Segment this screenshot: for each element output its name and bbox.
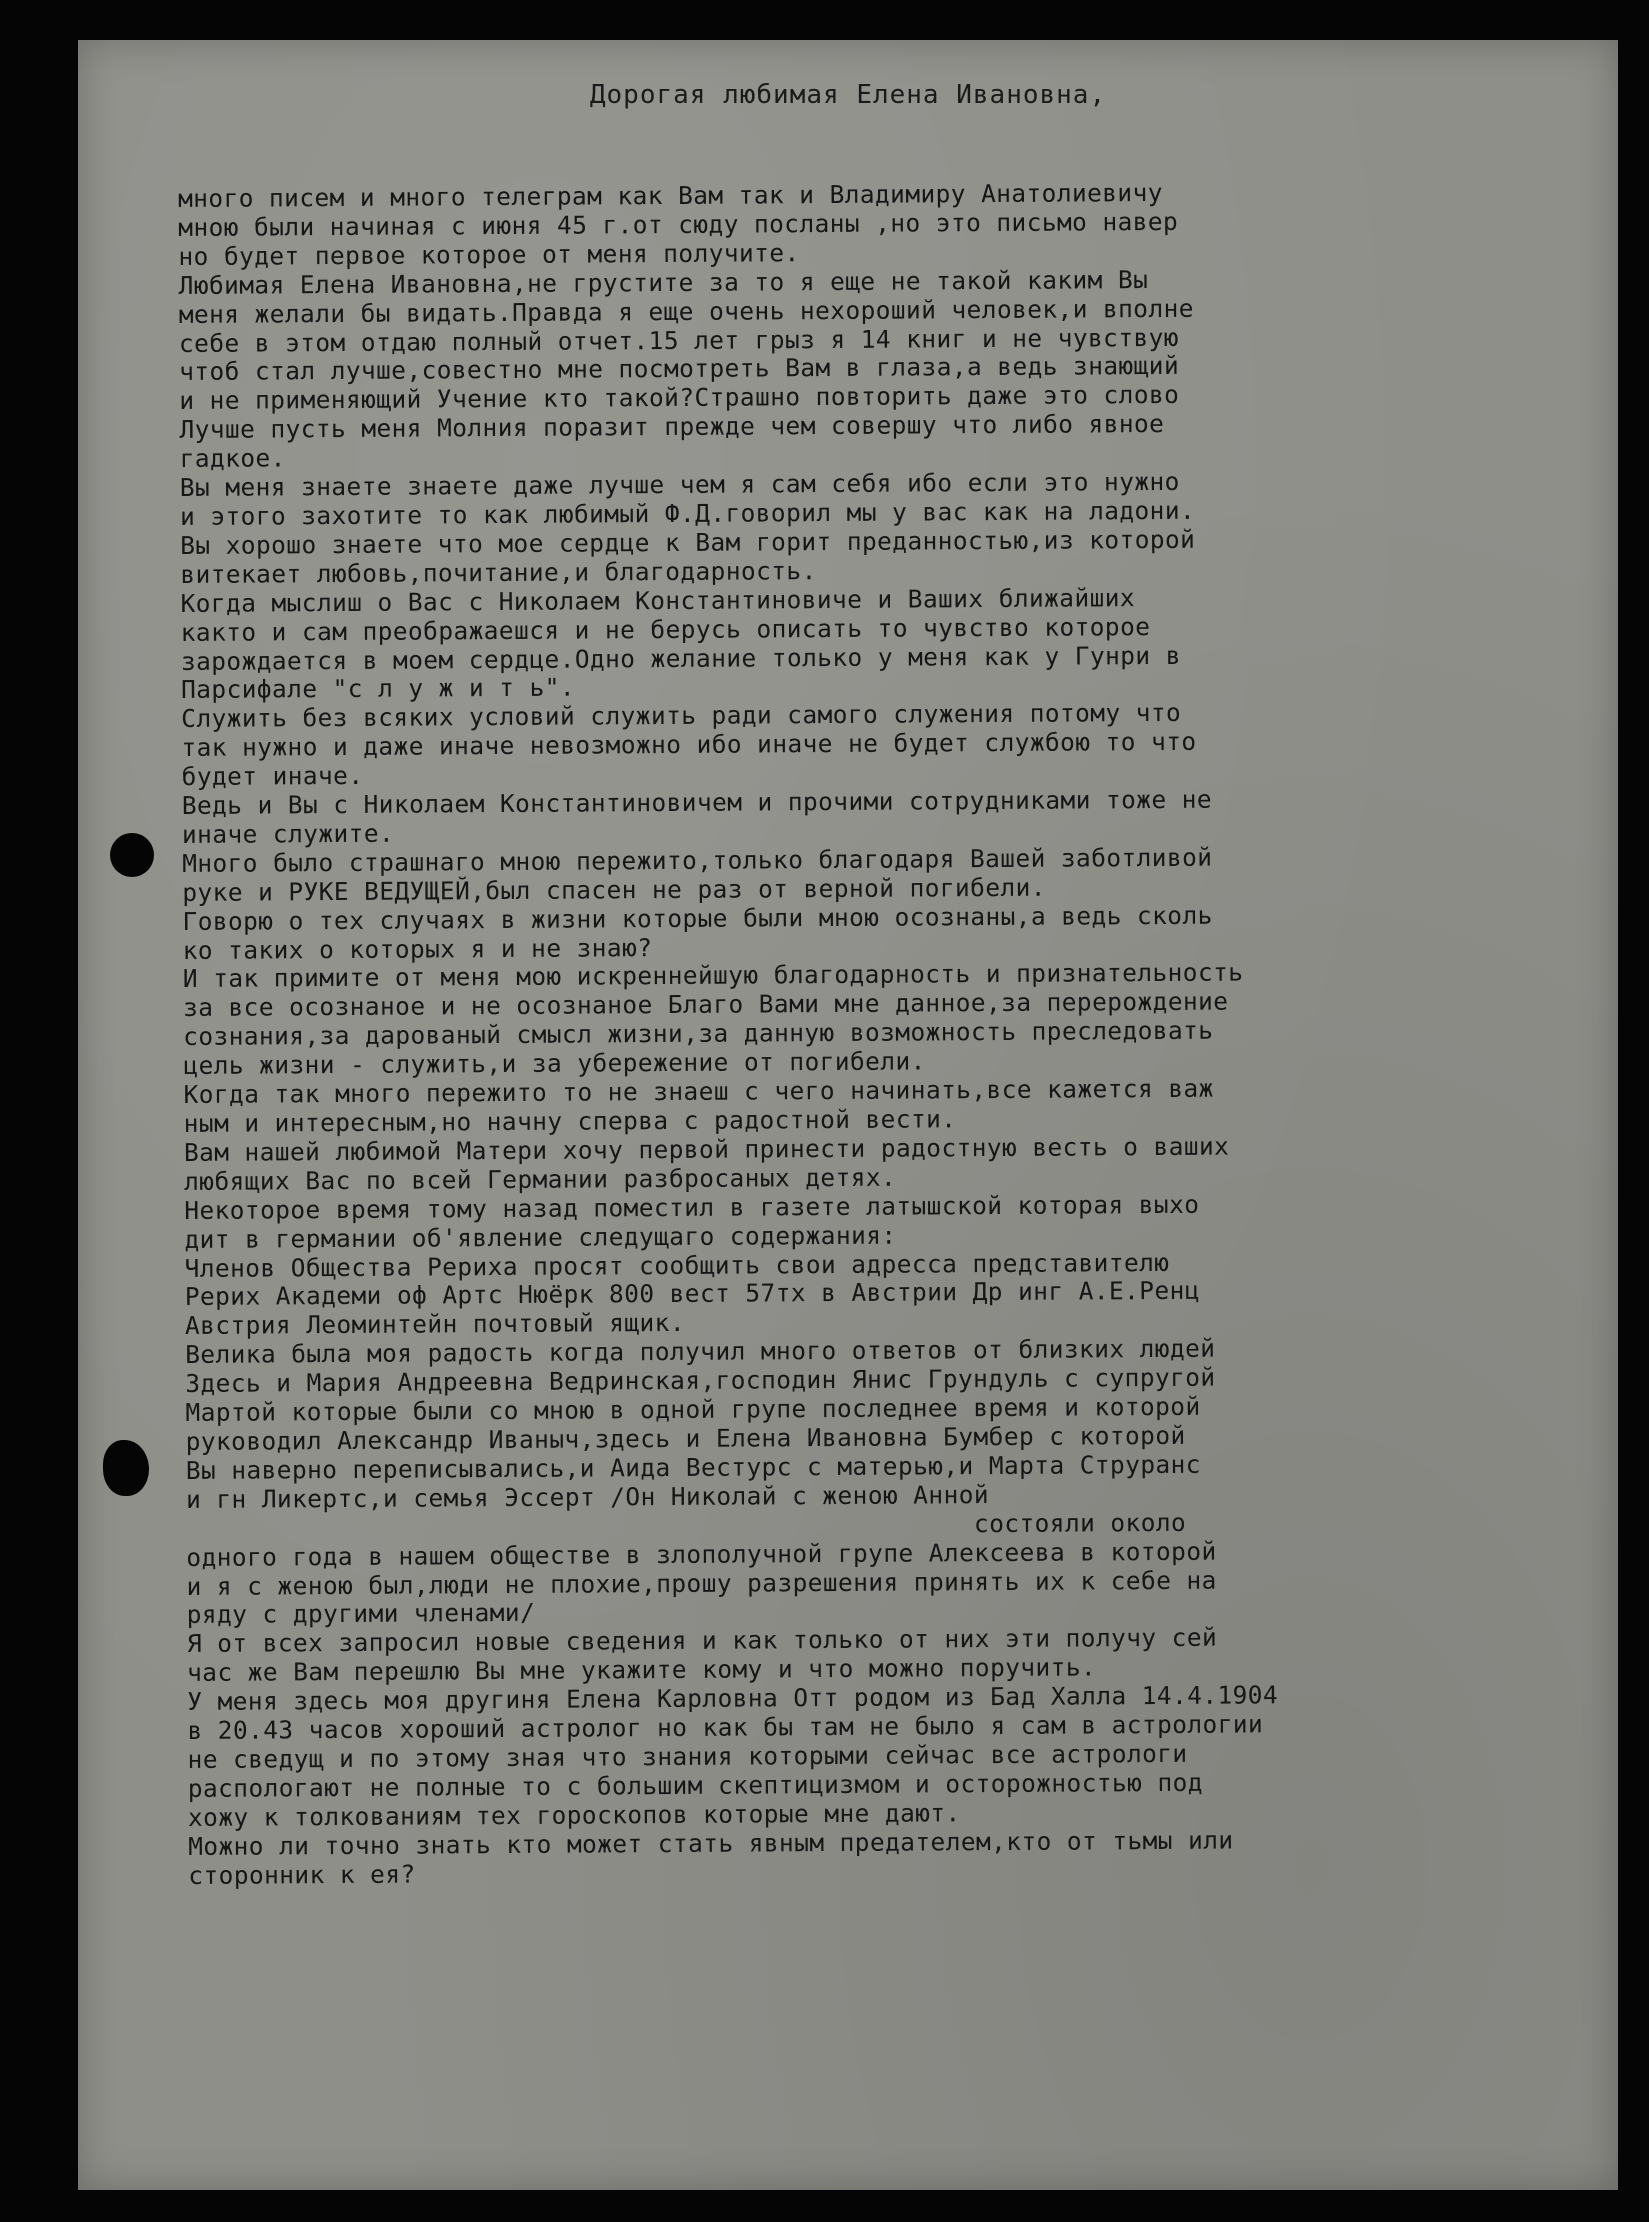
letter-line: дит в германии об'явление следущаго содержания: bbox=[184, 1220, 897, 1254]
letter-line: мною были начиная с июня 45 г.от сюду посланы ,но это письмо навер bbox=[178, 206, 1179, 242]
letter-line: руководил Александр Иваныч,здесь и Елена Ивановна Бумбер с которой bbox=[185, 1420, 1186, 1456]
letter-salutation: Дорогая любимая Елена Ивановна, bbox=[589, 80, 1107, 110]
letter-line: Вы меня знаете знаете даже лучше чем я сам себя ибо если это нужно bbox=[179, 466, 1180, 503]
letter-line: сторонник к ея? bbox=[188, 1859, 416, 1890]
punch-hole bbox=[110, 833, 154, 877]
letter-line: ко таких о которых я и не знаю? bbox=[182, 932, 653, 965]
letter-line: Говорю о тех случаях в жизни которые были мною осознаны,а ведь сколь bbox=[182, 900, 1213, 936]
letter-line: состояли около bbox=[186, 1507, 1187, 1543]
letter-line: так нужно и даже иначе невозможно ибо иначе не будет службою то что bbox=[181, 727, 1197, 763]
letter-line: Вам нашей любимой Матери хочу первой принести радостную весть о ваших bbox=[183, 1131, 1230, 1167]
letter-line: себе в этом отдаю полный отчет.15 лет грыз я 14 книг и не чувствую bbox=[178, 322, 1179, 358]
letter-line: одного года в нашем обществе в злополучной групе Алексеева в которой bbox=[186, 1536, 1217, 1572]
letter-line: и я с женою был,люди не плохие,прошу разрешения принять их к себе на bbox=[186, 1565, 1217, 1601]
letter-line: чтоб стал лучше,совестно мне посмотреть Вам в глаза,а ведь знающий bbox=[179, 351, 1180, 387]
letter-line: ным и интересным,но начну сперва с радостной вести. bbox=[183, 1104, 957, 1138]
letter-line: Парсифале "с л у ж и т ь". bbox=[180, 672, 576, 705]
letter-line: Некоторое время тому назад поместил в газете латышской которая выхо bbox=[184, 1189, 1200, 1225]
letter-line: в 20.43 часов хороший астролог но как бы там не было я сам в астрологии bbox=[187, 1709, 1264, 1746]
letter-line: Можно ли точно знать кто может стать явным предателем,кто от тьмы или bbox=[188, 1825, 1234, 1861]
letter-line: любящих Вас по всей Германии разбросаных детях. bbox=[183, 1162, 897, 1196]
letter-line: цель жизни - служить,и за убережение от погибели. bbox=[183, 1046, 926, 1081]
letter-line: меня желали бы видать.Правда я еще очень нехороший человек,и вполне bbox=[178, 293, 1194, 329]
letter-line: У меня здесь моя другиня Елена Карловна Отт родом из Бад Халла 14.4.1904 bbox=[187, 1680, 1279, 1717]
letter-page bbox=[78, 40, 1618, 2190]
letter-line: Когда так много пережито то не знаеш с чего начинать,все кажется важ bbox=[183, 1073, 1214, 1110]
letter-line: Членов Общества Рериха просят сообщить свои адресса представителю bbox=[184, 1247, 1170, 1283]
letter-line: распологают не полные то с большим скептицизмом и осторожностью под bbox=[187, 1767, 1203, 1803]
letter-line: Вы хорошо знаете что мое сердце к Вам горит преданностью,из которой bbox=[180, 524, 1196, 560]
letter-line: и гн Ликертс,и семья Эссерт /Он Николай с женою Анной bbox=[185, 1479, 990, 1514]
punch-hole bbox=[103, 1440, 149, 1496]
letter-line: Лучше пусть меня Молния поразит прежде чем совершу что либо явное bbox=[179, 409, 1165, 445]
letter-line: Австрия Леоминтейн почтовый ящик. bbox=[184, 1308, 686, 1341]
letter-line: Любимая Елена Ивановна,не грустите за то я еще не такой каким Вы bbox=[178, 264, 1149, 300]
letter-line: час же Вам перешлю Вы мне укажите кому и что можно поручить. bbox=[186, 1652, 1097, 1688]
letter-line: не сведущ и по этому зная что знания которыми сейчас все астрологи bbox=[187, 1738, 1188, 1774]
letter-line: Мартой которые были со мною в одной групе последнее время и которой bbox=[185, 1391, 1201, 1428]
letter-line: Я от всех запросил новые сведения и как только от них эти получу сей bbox=[186, 1622, 1218, 1659]
letter-line: много писем и много телеграм как Вам так и Владимиру Анатолиевичу bbox=[177, 177, 1163, 213]
letter-line: Ведь и Вы с Николаем Константиновичем и прочими сотрудниками тоже не bbox=[181, 784, 1213, 821]
letter-line: хожу к толкованиям тех гороскопов которые мне дают. bbox=[187, 1797, 961, 1832]
letter-line: зарождается в моем сердце.Одно желание только у меня как у Гунри в bbox=[180, 640, 1181, 676]
letter-line: сознания,за дарованый смысл жизни,за данную возможность преследовать bbox=[183, 1015, 1214, 1052]
letter-line: И так примите от меня мою искреннейшую благодарность и признательность bbox=[182, 957, 1244, 994]
letter-line: както и сам преображаешся и не берусь описать то чувство которое bbox=[180, 611, 1151, 647]
letter-line: Рерих Академи оф Артс Нюёрк 800 вест 57тх в Австрии Др инг А.Е.Ренц bbox=[184, 1276, 1200, 1312]
letter-line: и не применяющий Учение кто такой?Страшно повторить даже это слово bbox=[179, 380, 1180, 416]
letter-line: гадкое. bbox=[179, 443, 286, 474]
letter-line: руке и РУКЕ ВЕДУЩЕЙ,был спасен не раз от верной погибели. bbox=[182, 872, 1046, 907]
letter-line: Много было страшнаго мною пережито,только благодаря Вашей заботливой bbox=[182, 842, 1213, 878]
letter-line: иначе служите. bbox=[181, 818, 395, 849]
letter-line: витекает любовь,почитание,и благодарность. bbox=[180, 555, 817, 589]
letter-line: Когда мыслиш о Вас с Николаем Константиновиче и Ваших ближайших bbox=[180, 582, 1136, 618]
letter-line: будет иначе. bbox=[181, 761, 364, 792]
letter-line: Велика была моя радость когда получил много ответов от близких людей bbox=[185, 1333, 1216, 1370]
letter-line: но будет первое которое от меня получите. bbox=[178, 238, 800, 271]
letter-line: ряду с другими членами/ bbox=[186, 1598, 536, 1630]
letter-line: Здесь и Мария Андреевна Ведринская,господин Янис Грундуль с супругой bbox=[185, 1362, 1216, 1399]
letter-line: Служить без всяких условий служить ради самого служения потому что bbox=[181, 698, 1182, 734]
letter-line: Вы наверно переписывались,и Аида Вестурс с матерью,и Марта Струранс bbox=[185, 1449, 1201, 1485]
letter-body bbox=[178, 176, 1588, 1890]
letter-line: и этого захотите то как любимый Ф.Д.говорил мы у вас как на ладони. bbox=[179, 495, 1196, 531]
letter-line: за все осознаное и не осознаное Благо Вами мне данное,за перерождение bbox=[182, 986, 1229, 1023]
